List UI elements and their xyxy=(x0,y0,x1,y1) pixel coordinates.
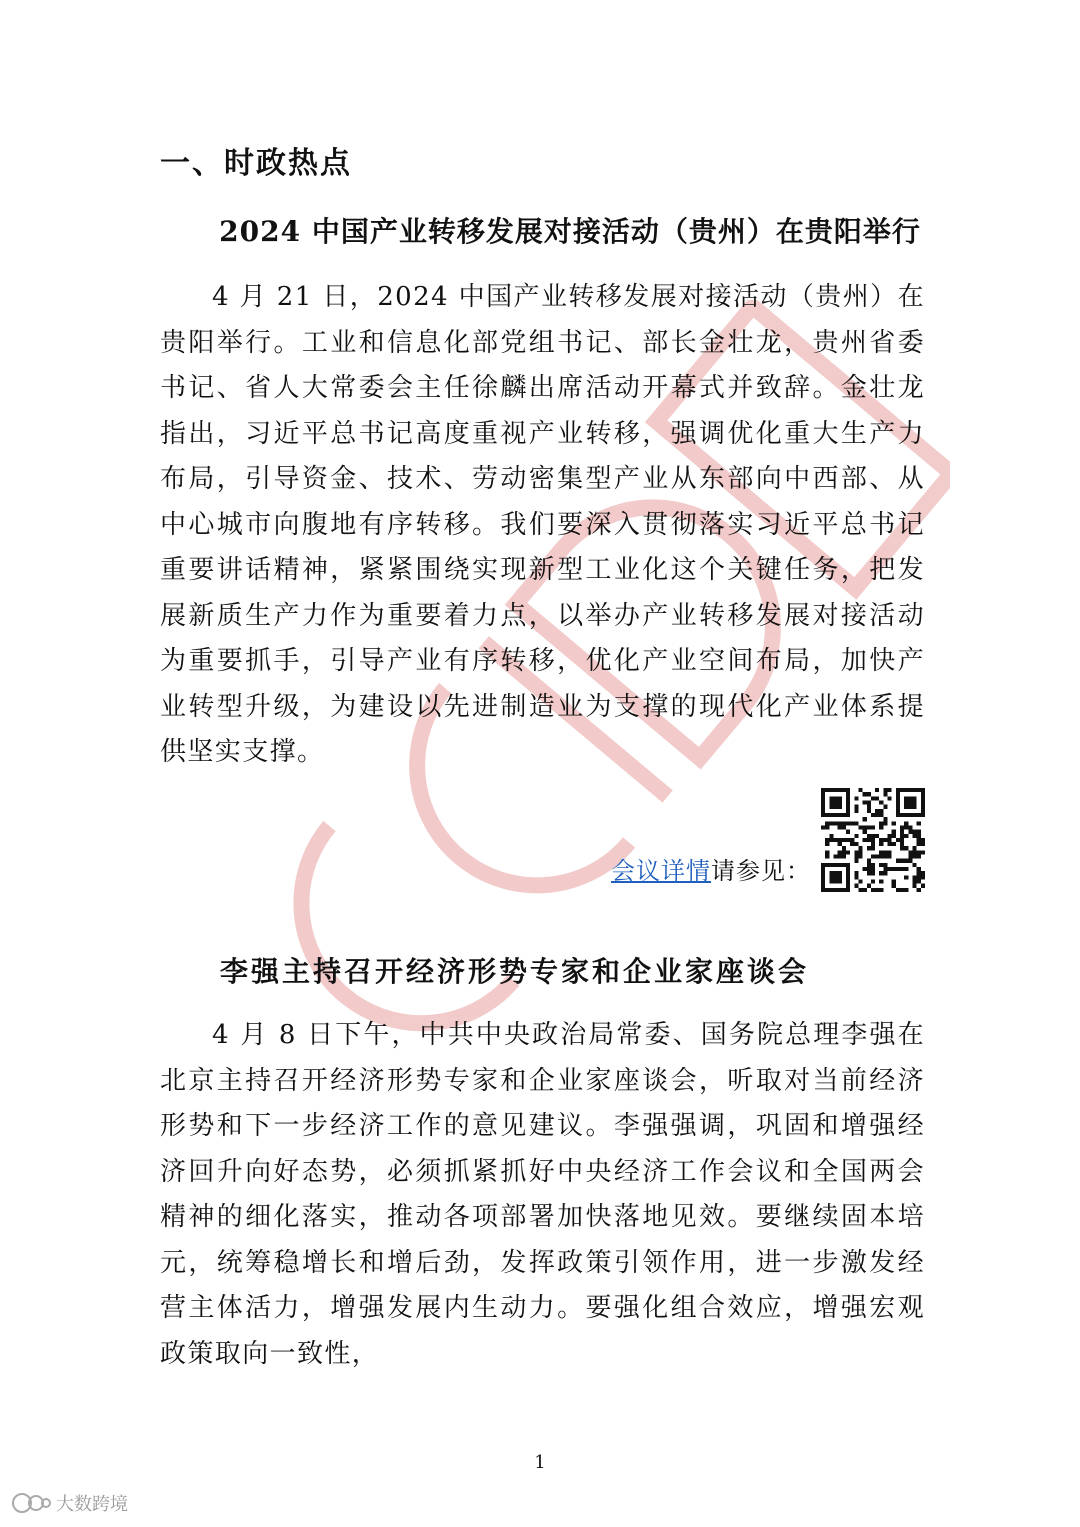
meeting-detail-suffix: 请参见： xyxy=(711,857,811,885)
article-body-2: 4 月 8 日下午，中共中央政治局常委、国务院总理李强在北京主持召开经济形势专家和企业家座谈会，听取对当前经济形势和下一步经济工作的意见建议。李强强调，巩固和增强经济回升向好态势，必须抓紧抓好中央经济工作会议和全国两会精神的细化落实，推动各项部署加快落地见效。要继续固本培元，统筹稳增长和增后劲，发挥政策引领作用，进一步激发经营主体活力，增强发展内生动力。要强化组合效应，增强宏观政策取向一致性， xyxy=(160,1020,925,1369)
footer-brand: 大数跨境 xyxy=(56,1494,128,1515)
page-number: 1 xyxy=(534,1452,546,1473)
footer-logo xyxy=(10,1490,128,1516)
weibo-logo-icon xyxy=(10,1491,52,1515)
article-body-1: 4 月 21 日，2024 中国产业转移发展对接活动（贵州）在贵阳举行。工业和信息化部党组书记、部长金壮龙，贵州省委书记、省人大常委会主任徐麟出席活动开幕式并致辞。金壮龙指出，习近平总书记高度重视产业转移，强调优化重大生产力布局，引导资金、技术、劳动密集型产业从东部向中西部、从中心城市向腹地有序转移。我们要深入贯彻落实习近平总书记重要讲话精神，紧紧围绕实现新型工业化这个关键任务，把发展新质生产力作为重要着力点，以举办产业转移发展对接活动为重要抓手，引导产业有序转移，优化产业空间布局，加快产业转型升级，为建设以先进制造业为支撑的现代化产业体系提供坚实支撑。 xyxy=(160,282,925,767)
meeting-detail-row xyxy=(611,788,925,892)
meeting-detail-link[interactable]: 会议详情 xyxy=(611,857,711,885)
article-title-1: 2024 中国产业转移发展对接活动（贵州）在贵阳举行 xyxy=(219,215,921,248)
qr-code-icon[interactable] xyxy=(821,788,925,892)
article-title-2: 李强主持召开经济形势专家和企业家座谈会 xyxy=(220,955,810,988)
section-title: 一、时政热点 xyxy=(160,146,352,181)
meeting-detail-label xyxy=(611,851,811,886)
